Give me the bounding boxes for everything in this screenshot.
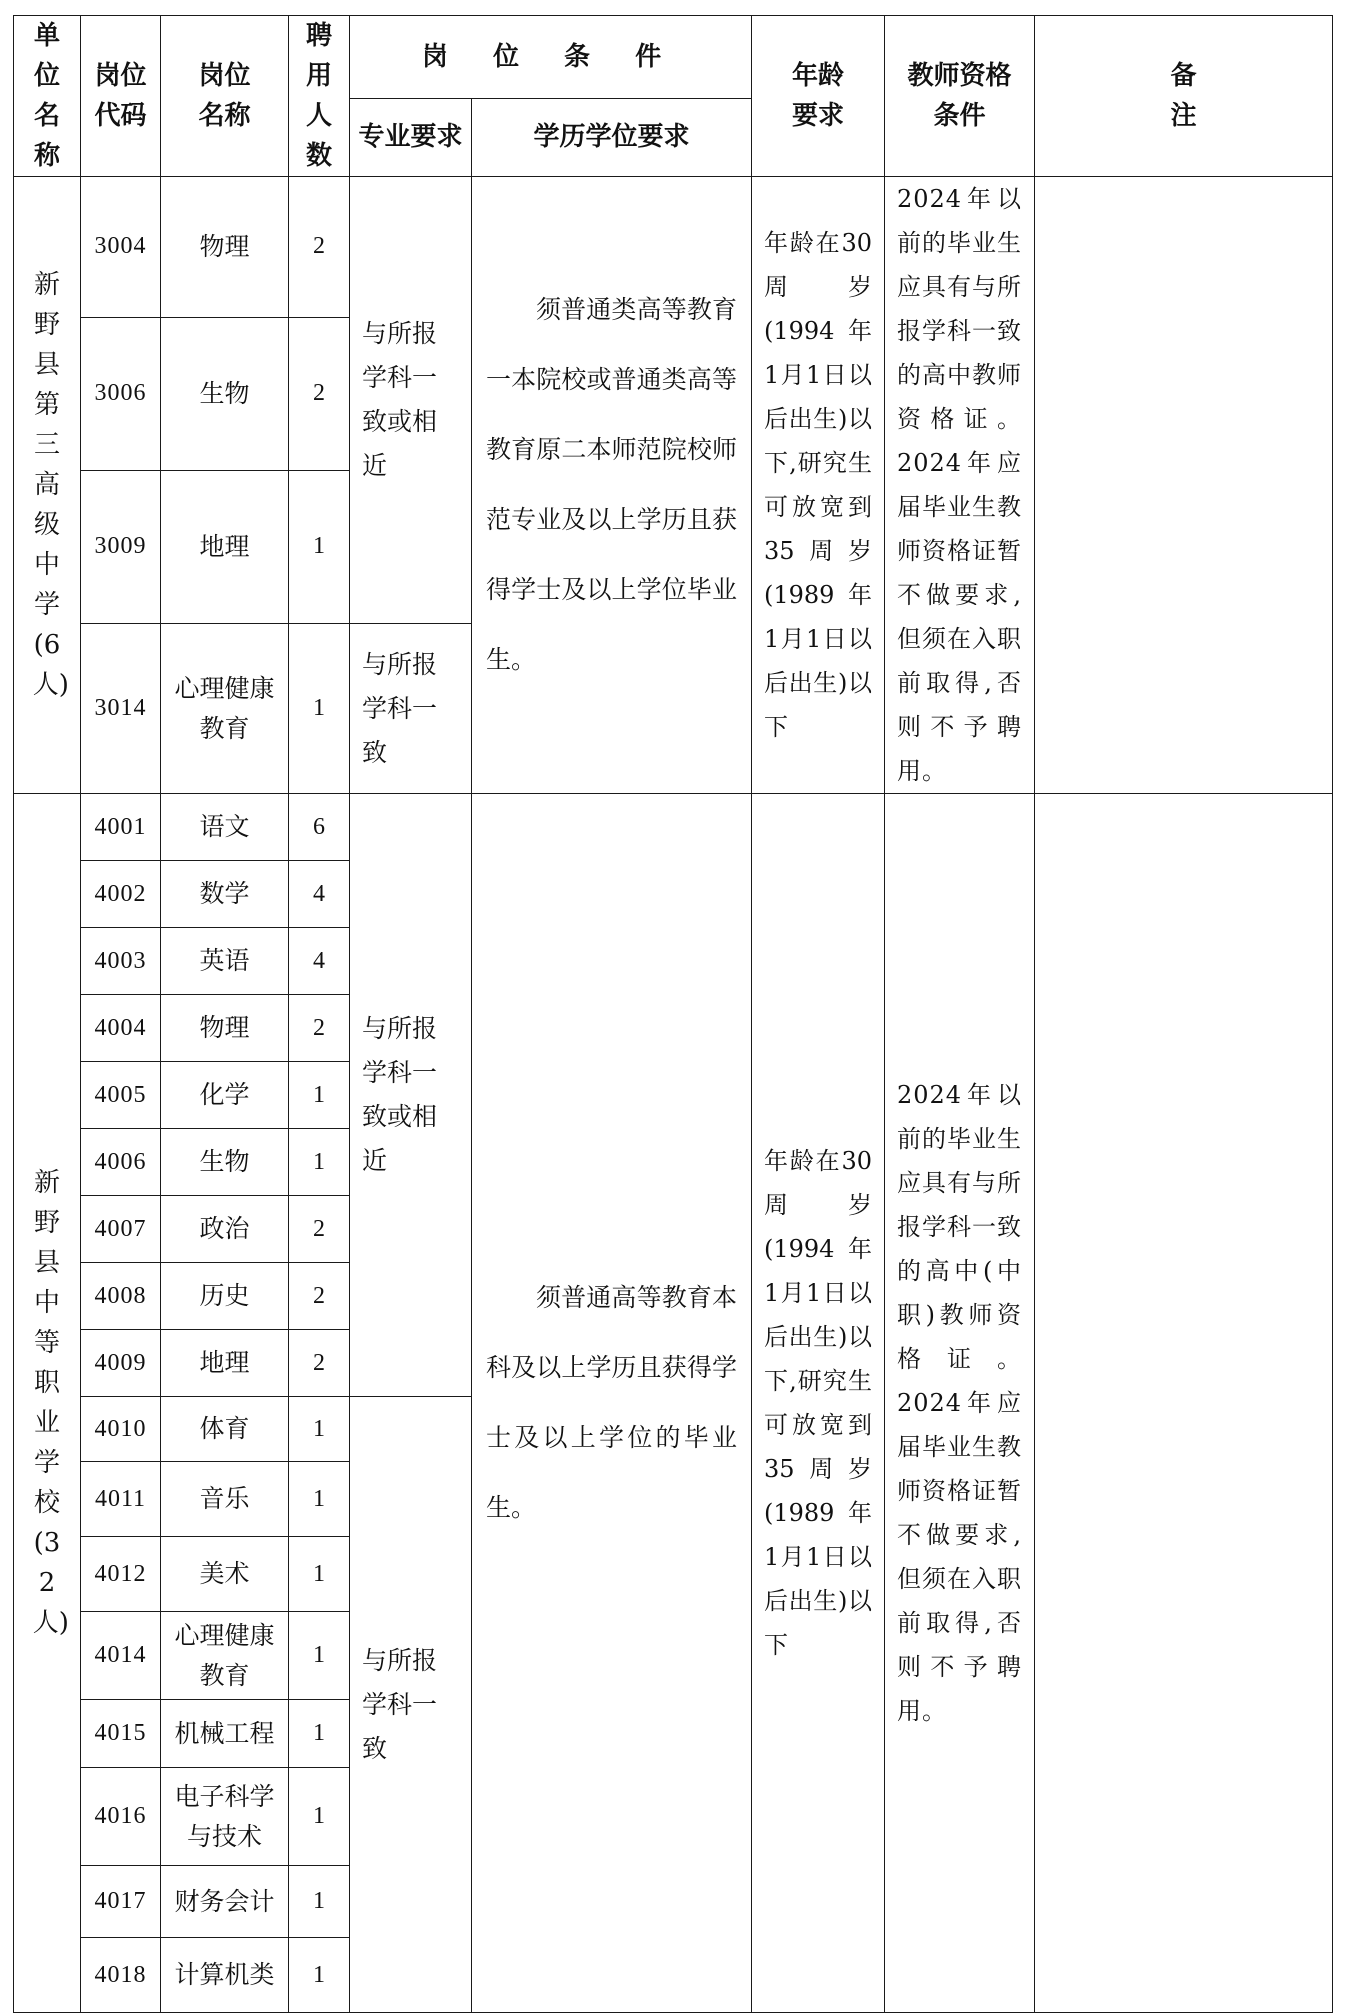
post-code: 4004 <box>81 995 161 1062</box>
post-name: 生物 <box>161 317 289 470</box>
post-name: 美术 <box>161 1537 289 1612</box>
major-requirement: 与所报学科一致 <box>350 1397 472 2013</box>
header-age: 年龄要求 <box>752 16 885 177</box>
post-name: 语文 <box>161 794 289 861</box>
post-count: 1 <box>289 1462 350 1537</box>
post-count: 4 <box>289 928 350 995</box>
post-name: 英语 <box>161 928 289 995</box>
post-count: 4 <box>289 861 350 928</box>
post-name: 物理 <box>161 177 289 318</box>
post-name: 地理 <box>161 1330 289 1397</box>
post-code: 4017 <box>81 1866 161 1938</box>
post-code: 4016 <box>81 1768 161 1866</box>
post-code: 3006 <box>81 317 161 470</box>
major-requirement: 与所报学科一致或相近 <box>350 794 472 1397</box>
post-code: 4012 <box>81 1537 161 1612</box>
post-count: 6 <box>289 794 350 861</box>
header-education: 学历学位要求 <box>472 98 752 176</box>
post-name: 生物 <box>161 1129 289 1196</box>
unit-name: 新野县第三高级中学(6人) <box>14 177 81 794</box>
post-code: 4014 <box>81 1612 161 1700</box>
post-count: 1 <box>289 1938 350 2013</box>
post-name: 音乐 <box>161 1462 289 1537</box>
post-code: 4007 <box>81 1196 161 1263</box>
post-count: 1 <box>289 1129 350 1196</box>
header-remark: 备注 <box>1035 16 1333 177</box>
post-name: 化学 <box>161 1062 289 1129</box>
post-name: 计算机类 <box>161 1938 289 2013</box>
major-requirement: 与所报学科一致或相近 <box>350 177 472 624</box>
header-code: 岗位代码 <box>81 16 161 177</box>
header-unit: 单位名称 <box>14 16 81 177</box>
post-count: 2 <box>289 1263 350 1330</box>
post-name: 电子科学与技术 <box>161 1768 289 1866</box>
post-code: 4002 <box>81 861 161 928</box>
post-count: 1 <box>289 1866 350 1938</box>
recruitment-table <box>13 15 1333 2013</box>
post-count: 1 <box>289 1700 350 1768</box>
post-count: 1 <box>289 1612 350 1700</box>
post-code: 4018 <box>81 1938 161 2013</box>
cert-requirement: 2024年以前的毕业生应具有与所报学科一致的高中(中职)教师资格证。2024年应届毕业生教师资格证暂不做要求,但须在入职前取得,否则不予聘用。 <box>885 794 1035 2013</box>
post-count: 2 <box>289 317 350 470</box>
post-name: 心理健康教育 <box>161 1612 289 1700</box>
post-count: 1 <box>289 624 350 794</box>
post-count: 1 <box>289 1537 350 1612</box>
post-code: 4009 <box>81 1330 161 1397</box>
post-code: 4003 <box>81 928 161 995</box>
age-requirement: 年龄在30周岁(1994年1月1日以后出生)以下,研究生可放宽到35周岁(1989年1月1日以后出生)以下 <box>752 794 885 2013</box>
post-name: 历史 <box>161 1263 289 1330</box>
unit-name: 新野县中等职业学校(32人) <box>14 794 81 2013</box>
table-row <box>14 794 1333 861</box>
header-conditions: 岗 位 条 件 <box>350 16 752 99</box>
header-cert: 教师资格条件 <box>885 16 1035 177</box>
post-code: 4001 <box>81 794 161 861</box>
post-count: 2 <box>289 995 350 1062</box>
cert-requirement: 2024年以前的毕业生应具有与所报学科一致的高中教师资格证。2024年应届毕业生教师资格证暂不做要求,但须在入职前取得,否则不予聘用。 <box>885 177 1035 794</box>
post-code: 4005 <box>81 1062 161 1129</box>
post-name: 机械工程 <box>161 1700 289 1768</box>
post-code: 4015 <box>81 1700 161 1768</box>
remark <box>1035 177 1333 794</box>
post-code: 3009 <box>81 470 161 623</box>
table-row <box>14 177 1333 318</box>
age-requirement: 年龄在30周岁(1994年1月1日以后出生)以下,研究生可放宽到35周岁(1989年1月1日以后出生)以下 <box>752 177 885 794</box>
post-count: 2 <box>289 1196 350 1263</box>
remark <box>1035 794 1333 2013</box>
header-count: 聘用人数 <box>289 16 350 177</box>
post-name: 数学 <box>161 861 289 928</box>
education-requirement: 须普通高等教育本科及以上学历且获得学士及以上学位的毕业生。 <box>472 794 752 2013</box>
post-code: 4010 <box>81 1397 161 1462</box>
post-code: 3014 <box>81 624 161 794</box>
post-count: 1 <box>289 1768 350 1866</box>
post-count: 1 <box>289 470 350 623</box>
education-requirement: 须普通类高等教育一本院校或普通类高等教育原二本师范院校师范专业及以上学历且获得学士及以上学位毕业生。 <box>472 177 752 794</box>
post-code: 4006 <box>81 1129 161 1196</box>
post-name: 财务会计 <box>161 1866 289 1938</box>
post-name: 地理 <box>161 470 289 623</box>
post-count: 2 <box>289 177 350 318</box>
post-name: 体育 <box>161 1397 289 1462</box>
header-major: 专业要求 <box>350 98 472 176</box>
post-name: 心理健康教育 <box>161 624 289 794</box>
post-count: 2 <box>289 1330 350 1397</box>
header-post-name: 岗位名称 <box>161 16 289 177</box>
post-code: 4011 <box>81 1462 161 1537</box>
post-code: 3004 <box>81 177 161 318</box>
post-name: 政治 <box>161 1196 289 1263</box>
post-name: 物理 <box>161 995 289 1062</box>
post-count: 1 <box>289 1397 350 1462</box>
major-requirement: 与所报学科一致 <box>350 624 472 794</box>
post-code: 4008 <box>81 1263 161 1330</box>
post-count: 1 <box>289 1062 350 1129</box>
